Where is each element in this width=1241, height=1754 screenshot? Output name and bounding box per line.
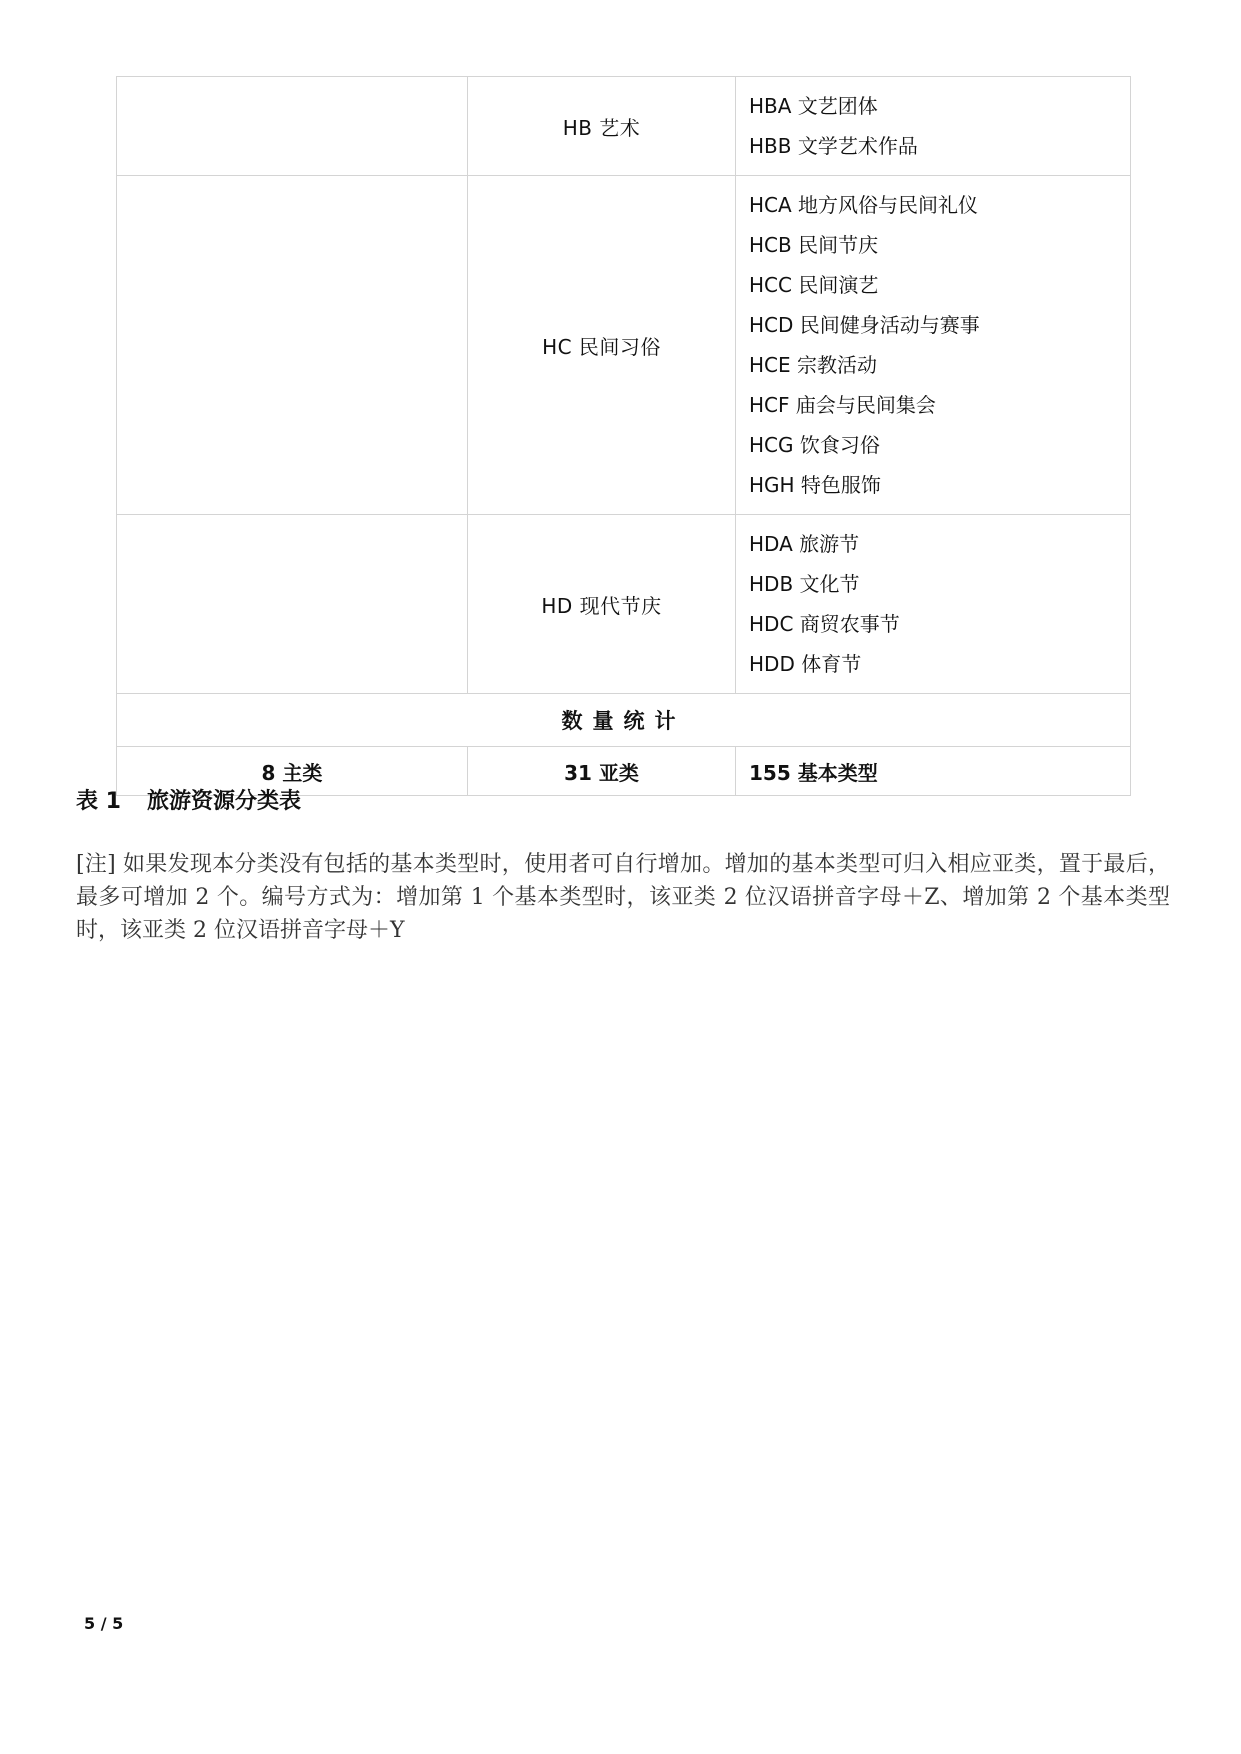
basic-type-item: HDA 旅游节 — [749, 532, 860, 556]
basic-type-cell — [736, 515, 1131, 694]
table-caption — [76, 784, 301, 815]
basic-type-cell — [736, 77, 1131, 176]
basic-type-item: HCE 宗教活动 — [749, 353, 877, 377]
table-number: 表 1 — [76, 789, 121, 814]
table-row — [117, 77, 1131, 176]
basic-type-item: HCC 民间演艺 — [749, 273, 879, 297]
main-count-cell: 8 主类 — [117, 747, 468, 796]
basic-type-item: HDC 商贸农事节 — [749, 612, 900, 636]
table-row — [117, 515, 1131, 694]
basic-type-item: HCA 地方风俗与民间礼仪 — [749, 193, 979, 217]
table-row — [117, 176, 1131, 515]
basic-count-cell: 155 基本类型 — [736, 747, 1131, 796]
basic-type-item: HBB 文学艺术作品 — [749, 134, 918, 158]
stats-header: 数量统计 — [117, 694, 1131, 747]
sub-count-cell: 31 亚类 — [468, 747, 736, 796]
basic-type-item: HCG 饮食习俗 — [749, 433, 880, 457]
main-class-cell — [117, 176, 468, 515]
main-class-cell — [117, 515, 468, 694]
basic-type-item: HDB 文化节 — [749, 572, 860, 596]
basic-type-item: HCF 庙会与民间集会 — [749, 393, 936, 417]
page-number: 5 / 5 — [84, 1614, 124, 1633]
sub-class-label: HD 现代节庆 — [541, 593, 662, 618]
sub-class-label: HB 艺术 — [562, 115, 641, 140]
basic-type-item: HBA 文艺团体 — [749, 94, 878, 118]
basic-type-item: HGH 特色服饰 — [749, 473, 881, 497]
main-class-cell — [117, 77, 468, 176]
basic-type-item: HCB 民间节庆 — [749, 233, 879, 257]
table-title: 旅游资源分类表 — [146, 789, 301, 814]
basic-type-cell — [736, 176, 1131, 515]
classification-table — [116, 76, 1131, 796]
basic-type-item: HDD 体育节 — [749, 652, 862, 676]
sub-class-label: HC 民间习俗 — [542, 334, 661, 359]
stats-header-row — [117, 694, 1131, 747]
basic-type-item: HCD 民间健身活动与赛事 — [749, 313, 980, 337]
footnote: [注] 如果发现本分类没有包括的基本类型时，使用者可自行增加。增加的基本类型可归入相应亚类，置于最后，最多可增加 2 个。编号方式为：增加第 1 个基本类型时，该亚类 2 位汉语拼音字母＋Z、增加第 2 个基本类型时，该亚类 2 位汉语拼音字母＋Y — [76, 852, 1170, 943]
sub-class-cell — [468, 77, 736, 176]
sub-class-cell — [468, 176, 736, 515]
sub-class-cell — [468, 515, 736, 694]
